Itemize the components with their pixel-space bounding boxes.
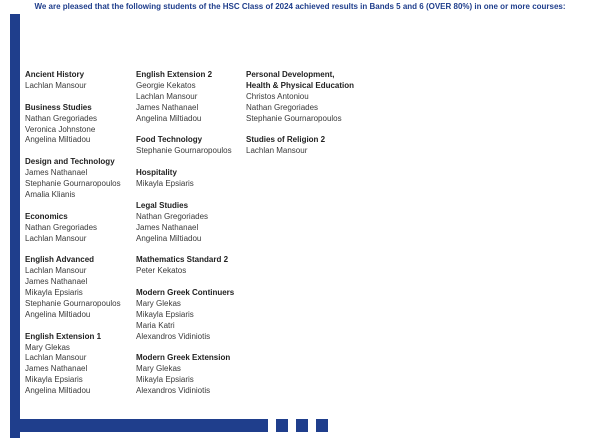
student-name: Nathan Gregoriades — [25, 113, 98, 123]
student-name: Lachlan Mansour — [25, 80, 87, 90]
student-name: Angelina Miltiadou — [136, 113, 202, 123]
left-border-bar — [10, 14, 20, 438]
course-title: Mathematics Standard 2 — [136, 255, 229, 265]
page-header: We are pleased that the following students of the HSC Class of 2024 achieved results in Bands 5 and 6 (OVER 80%) in one or more courses: — [34, 2, 566, 11]
student-name: Lachlan Mansour — [25, 353, 87, 363]
student-name: James Nathanael — [25, 277, 88, 287]
student-name: Maria Katri — [136, 320, 175, 330]
student-name: James Nathanael — [136, 222, 199, 232]
student-name: Peter Kekatos — [136, 266, 187, 276]
course-title: Food Technology — [136, 135, 203, 145]
student-name: James Nathanael — [136, 102, 199, 112]
decorative-square — [316, 419, 328, 432]
student-name: Mikayla Epsiaris — [136, 179, 194, 189]
student-name: Stephanie Gournaropoulos — [25, 298, 121, 308]
course-title: English Extension 1 — [25, 331, 102, 341]
student-name: Angelina Miltiadou — [25, 309, 91, 319]
student-name: James Nathanael — [25, 364, 88, 374]
student-name: Mikayla Epsiaris — [136, 375, 194, 385]
course-title: Personal Development, — [246, 70, 335, 79]
course-title: Business Studies — [25, 102, 92, 112]
student-name: Angelina Miltiadou — [25, 386, 91, 396]
course-section — [246, 135, 366, 157]
course-column-3 — [246, 70, 366, 168]
course-title: Health & Physical Education — [246, 80, 355, 90]
course-title: Modern Greek Continuers — [136, 288, 235, 298]
student-name: Stephanie Gournaropoulos — [136, 146, 232, 156]
student-name: Stephanie Gournaropoulos — [246, 113, 342, 123]
student-name: Georgie Kekatos — [136, 80, 196, 90]
course-title: Modern Greek Extension — [136, 353, 231, 363]
course-column-2 — [136, 70, 244, 408]
course-column-1 — [25, 70, 133, 408]
course-title: Hospitality — [136, 168, 177, 178]
student-name: Lachlan Mansour — [246, 146, 308, 156]
course-section — [25, 255, 133, 320]
course-section — [136, 288, 244, 343]
course-title: Legal Studies — [136, 200, 189, 210]
student-name: Veronica Johnstone — [25, 124, 96, 134]
student-name: Nathan Gregoriades — [136, 211, 209, 221]
course-section — [136, 70, 244, 125]
course-title: Studies of Religion 2 — [246, 135, 326, 145]
student-name: Mary Glekas — [136, 364, 181, 374]
student-name: Mikayla Epsiaris — [25, 288, 83, 298]
student-name: Lachlan Mansour — [25, 266, 87, 276]
student-name: Alexandros Vidiniotis — [136, 331, 211, 341]
student-name: Alexandros Vidiniotis — [136, 386, 211, 396]
student-name: Nathan Gregoriades — [25, 222, 98, 232]
course-title: English Extension 2 — [136, 70, 213, 79]
course-title: English Advanced — [25, 255, 95, 265]
student-name: Stephanie Gournaropoulos — [25, 179, 121, 189]
student-name: Mikayla Epsiaris — [25, 375, 83, 385]
course-section — [25, 103, 133, 147]
student-name: Mary Glekas — [25, 342, 70, 352]
decorative-square — [276, 419, 288, 432]
bottom-border-bar — [10, 419, 268, 432]
student-name: Nathan Gregoriades — [246, 102, 319, 112]
course-section — [25, 212, 133, 245]
student-name: Lachlan Mansour — [25, 233, 87, 243]
course-title: Economics — [25, 211, 68, 221]
course-title: Design and Technology — [25, 157, 115, 167]
student-name: Mikayla Epsiaris — [136, 309, 194, 319]
course-section — [136, 168, 244, 190]
student-name: James Nathanael — [25, 168, 88, 178]
student-name: Amalia Klianis — [25, 189, 76, 199]
student-name: Lachlan Mansour — [136, 91, 198, 101]
student-name: Christos Antoniou — [246, 91, 309, 101]
course-section — [136, 201, 244, 245]
course-section — [25, 70, 133, 92]
course-section — [136, 135, 244, 157]
student-name: Mary Glekas — [136, 298, 181, 308]
course-section — [136, 353, 244, 397]
course-section — [25, 157, 133, 201]
decorative-square — [296, 419, 308, 432]
course-title: Ancient History — [25, 70, 85, 79]
course-section — [136, 255, 244, 277]
course-section — [246, 70, 366, 125]
student-name: Angelina Miltiadou — [136, 233, 202, 243]
course-section — [25, 332, 133, 397]
student-name: Angelina Miltiadou — [25, 135, 91, 145]
